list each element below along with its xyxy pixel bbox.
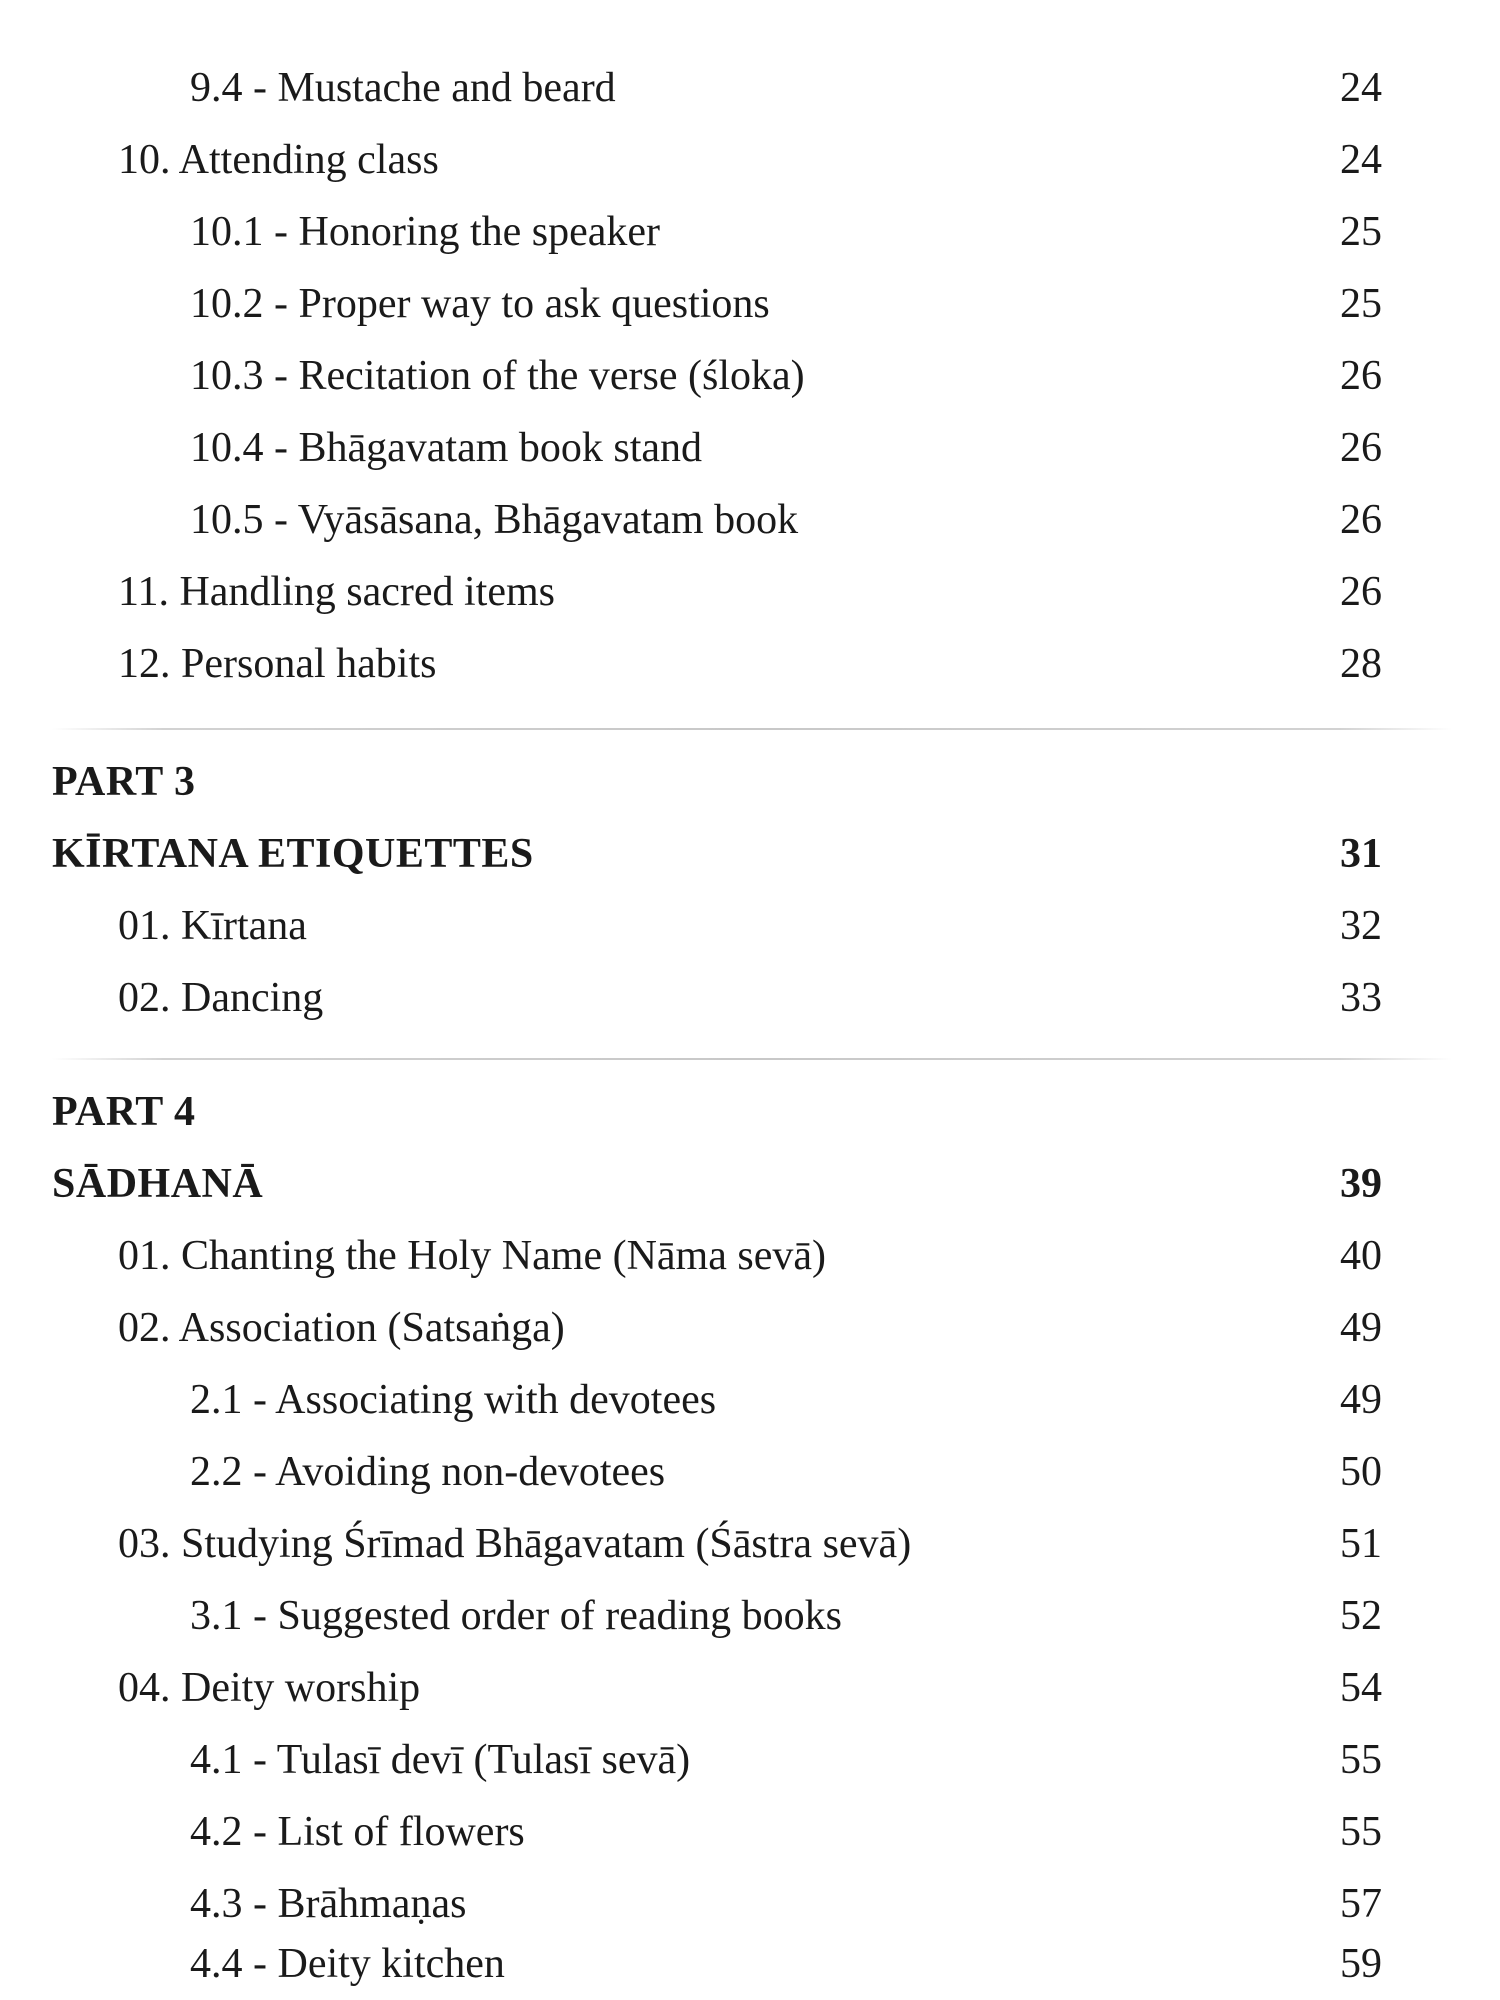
toc-entry (0, 1724, 1500, 1796)
toc-entry-label: 4.1 - Tulasī devī (Tulasī sevā) (190, 1737, 691, 1783)
part-page: 39 (1340, 1161, 1382, 1207)
toc-entry-page: 55 (1340, 1809, 1382, 1855)
toc-entry (0, 412, 1500, 484)
toc-entry-page: 57 (1340, 1881, 1382, 1927)
section-divider (52, 1058, 1452, 1060)
toc-entry-page: 25 (1340, 209, 1382, 255)
toc-entry (0, 1508, 1500, 1580)
toc-entry-label: 11. Handling sacred items (118, 569, 556, 615)
toc-entry (0, 962, 1500, 1034)
toc-entry-page: 40 (1340, 1233, 1382, 1279)
toc-entry-label: 10.5 - Vyāsāsana, Bhāgavatam book (190, 497, 799, 543)
toc-entry-page: 26 (1340, 569, 1382, 615)
toc-entry (0, 556, 1500, 628)
toc-entry (0, 268, 1500, 340)
toc-entry-page: 25 (1340, 281, 1382, 327)
toc-entry-page: 50 (1340, 1449, 1382, 1495)
part-title: KĪRTANA ETIQUETTES (52, 831, 534, 877)
toc-entry-label: 04. Deity worship (118, 1665, 421, 1711)
toc-entry (0, 52, 1500, 124)
toc-entry-page: 59 (1340, 1941, 1382, 1987)
toc-entry-page: 28 (1340, 641, 1382, 687)
toc-entry (0, 1928, 1500, 2000)
toc-entry-label: 03. Studying Śrīmad Bhāgavatam (Śāstra sevā) (118, 1521, 912, 1567)
toc-entry-label: 10.1 - Honoring the speaker (190, 209, 661, 255)
part-page: 31 (1340, 831, 1382, 877)
toc-entry (0, 124, 1500, 196)
toc-entry-page: 54 (1340, 1665, 1382, 1711)
toc-entry-label: 01. Chanting the Holy Name (Nāma sevā) (118, 1233, 826, 1279)
toc-entry (0, 1436, 1500, 1508)
toc-entry-label: 10.4 - Bhāgavatam book stand (190, 425, 703, 471)
toc-entry-page: 55 (1340, 1737, 1382, 1783)
toc-entry (0, 1292, 1500, 1364)
toc-entry-label: 9.4 - Mustache and beard (190, 65, 616, 111)
toc-entry-label: 12. Personal habits (118, 641, 437, 687)
toc-entry-label: 02. Dancing (118, 975, 324, 1021)
part-title: SĀDHANĀ (52, 1161, 264, 1207)
toc-entry (0, 628, 1500, 700)
toc-entry-label: 01. Kīrtana (118, 903, 307, 949)
toc-entry-page: 24 (1340, 137, 1382, 183)
toc-entry (0, 484, 1500, 556)
part-label: PART 3 (52, 759, 196, 805)
part-heading (0, 818, 1500, 890)
toc-entry-page: 32 (1340, 903, 1382, 949)
toc-entry-label: 4.2 - List of flowers (190, 1809, 525, 1855)
toc-entry-page: 26 (1340, 497, 1382, 543)
toc-entry (0, 1796, 1500, 1868)
toc-entry-label: 2.1 - Associating with devotees (190, 1377, 717, 1423)
toc-entry-label: 02. Association (Satsaṅga) (118, 1305, 565, 1351)
toc-entry (0, 196, 1500, 268)
toc-entry-label: 10.3 - Recitation of the verse (śloka) (190, 353, 805, 399)
toc-entry (0, 890, 1500, 962)
toc-entry (0, 1580, 1500, 1652)
toc-entry-page: 24 (1340, 65, 1382, 111)
toc-entry-label: 10. Attending class (118, 137, 439, 183)
toc-entry-page: 26 (1340, 425, 1382, 471)
part-heading (0, 1148, 1500, 1220)
toc-entry-page: 51 (1340, 1521, 1382, 1567)
part-label: PART 4 (52, 1089, 196, 1135)
toc-entry-label: 2.2 - Avoiding non-devotees (190, 1449, 666, 1495)
toc-entry-page: 49 (1340, 1377, 1382, 1423)
toc-entry-page: 33 (1340, 975, 1382, 1021)
toc-entry (0, 1220, 1500, 1292)
toc-entry-page: 49 (1340, 1305, 1382, 1351)
toc-entry (0, 1364, 1500, 1436)
toc-entry-label: 4.3 - Brāhmaṇas (190, 1881, 467, 1927)
toc-entry-label: 3.1 - Suggested order of reading books (190, 1593, 843, 1639)
toc-entry-label: 10.2 - Proper way to ask questions (190, 281, 770, 327)
section-divider (52, 728, 1452, 730)
toc-entry (0, 340, 1500, 412)
toc-entry-page: 52 (1340, 1593, 1382, 1639)
toc-entry-label: 4.4 - Deity kitchen (190, 1941, 505, 1987)
toc-entry (0, 1652, 1500, 1724)
toc-entry-page: 26 (1340, 353, 1382, 399)
